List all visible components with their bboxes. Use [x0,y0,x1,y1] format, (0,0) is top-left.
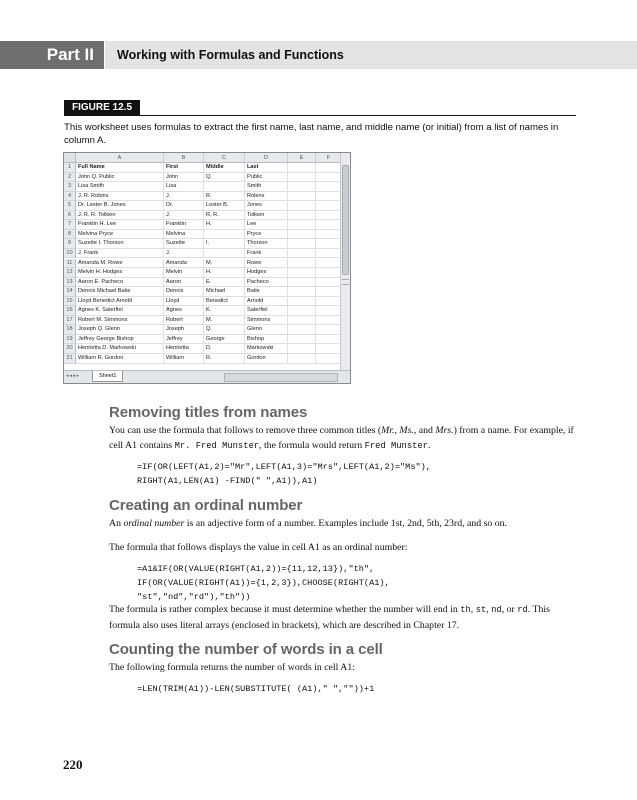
table-cell [316,325,342,335]
table-cell: Lloyd Benedict Arnold [76,297,164,307]
table-cell [316,239,342,249]
table-cell [288,182,316,192]
row-number: 2 [64,173,76,183]
table-cell: Last [245,163,288,173]
row-number: 14 [64,287,76,297]
table-cell [316,354,342,364]
table-cell [288,325,316,335]
section-heading-word-count: Counting the number of words in a cell [109,641,383,658]
table-cell: Robert M. Simmons [76,316,164,326]
table-row [64,249,340,259]
table-cell: First [164,163,204,173]
split-handle [342,279,349,285]
table-cell: M. [204,259,245,269]
column-header: E [288,153,316,163]
table-cell: R. [204,192,245,202]
table-row [64,230,340,240]
figure-caption: This worksheet uses formulas to extract the first name, last name, and middle name (or initial) from a list of names in column A. [64,122,559,146]
spreadsheet-screenshot [63,152,351,384]
table-row [64,182,340,192]
table-cell: Arnold [245,297,288,307]
horizontal-scrollbar [224,373,338,382]
table-row [64,163,340,173]
row-number: 15 [64,297,76,307]
table-cell [316,182,342,192]
section-heading-ordinal: Creating an ordinal number [109,497,303,514]
table-cell: Jeffrey [164,335,204,345]
table-cell: Middle [204,163,245,173]
tab-scroll-arrows-icon: ◂◂▸▸ [66,373,81,379]
table-cell [288,192,316,202]
table-cell: Pacheco [245,278,288,288]
row-number: 11 [64,259,76,269]
table-cell [288,220,316,230]
table-cell [288,335,316,345]
table-cell [316,335,342,345]
ordinal-intro-paragraph: The formula that follows displays the value in cell A1 as an ordinal number: [109,542,408,553]
table-cell [316,297,342,307]
code-ordinal: =A1&IF(OR(VALUE(RIGHT(A1,2))={11,12,13}),"th", IF(OR(VALUE(RIGHT(A1))={1,2,3}),CHOOSE(RIGHT(A1), "st","nd","rd"),"th")) [137,564,390,602]
table-cell [316,344,342,354]
chapter-title: Working with Formulas and Functions [105,41,637,69]
row-number: 16 [64,306,76,316]
table-cell [204,249,245,259]
table-cell: I. [204,239,245,249]
table-row [64,335,340,345]
spreadsheet-grid [64,153,340,371]
table-cell: Q. [204,325,245,335]
table-cell: Frank [245,249,288,259]
table-cell [288,278,316,288]
table-cell: J. [164,211,204,221]
table-cell: William [164,354,204,364]
table-cell: Lloyd [164,297,204,307]
table-row [64,173,340,183]
table-cell: Melvin H. Hodges [76,268,164,278]
table-cell: Amanda M. Rowe [76,259,164,269]
table-cell [288,297,316,307]
table-cell: Dr. [164,201,204,211]
table-cell [316,287,342,297]
table-cell [288,230,316,240]
table-cell [288,306,316,316]
table-cell: Gordon [245,354,288,364]
section-heading-titles: Removing titles from names [109,404,308,421]
table-row [64,268,340,278]
table-cell [316,201,342,211]
table-cell [316,173,342,183]
row-number: 9 [64,239,76,249]
table-cell: Franklin [164,220,204,230]
table-row [64,316,340,326]
table-cell: Jones [245,201,288,211]
column-header: D [245,153,288,163]
table-cell [316,230,342,240]
sheet-tab-bar [64,370,350,383]
table-cell: R. R. [204,211,245,221]
table-cell: H. [204,268,245,278]
table-cell: Aaron [164,278,204,288]
table-cell [288,211,316,221]
table-cell: Dr. Lester B. Jones [76,201,164,211]
ordinal-definition-paragraph: An ordinal number is an adjective form of a number. Examples include 1st, 2nd, 5th, 23rd, and so on. [109,518,507,529]
table-cell: Michael [204,287,245,297]
row-number: 21 [64,354,76,364]
table-cell [288,354,316,364]
row-number: 19 [64,335,76,345]
table-cell: Markowski [245,344,288,354]
table-cell [316,220,342,230]
table-row [64,220,340,230]
table-cell: Melvina [164,230,204,240]
table-cell [288,173,316,183]
table-cell [288,201,316,211]
table-cell: Thorson [245,239,288,249]
table-cell [316,306,342,316]
row-number: 4 [64,192,76,202]
table-row [64,259,340,269]
table-cell: Lee [245,220,288,230]
table-cell: William R. Gordon [76,354,164,364]
table-cell: E. [204,278,245,288]
row-number: 13 [64,278,76,288]
column-header: A [76,153,164,163]
table-cell [288,287,316,297]
row-number: 5 [64,201,76,211]
row-number: 6 [64,211,76,221]
table-cell: Batie [245,287,288,297]
table-cell [288,163,316,173]
table-cell: Dennis Michael Batie [76,287,164,297]
table-cell: Q. [204,173,245,183]
table-cell [316,249,342,259]
table-row [64,354,340,364]
table-row [64,192,340,202]
row-number: 1 [64,163,76,173]
table-cell: John [164,173,204,183]
table-cell: Agnes [164,306,204,316]
table-cell: Suzette [164,239,204,249]
table-row [64,278,340,288]
table-cell [288,268,316,278]
table-cell: Lester B. [204,201,245,211]
table-cell [204,230,245,240]
row-number: 3 [64,182,76,192]
table-cell [288,239,316,249]
table-cell: Robins [245,192,288,202]
table-cell: John Q. Public [76,173,164,183]
table-cell: Full Name [76,163,164,173]
table-cell: Melvin [164,268,204,278]
table-cell: Dennis [164,287,204,297]
table-row [64,201,340,211]
table-cell [288,316,316,326]
table-cell: Suzette I. Thorson [76,239,164,249]
table-cell: Joseph [164,325,204,335]
code-remove-titles: =IF(OR(LEFT(A1,2)="Mr",LEFT(A1,3)="Mrs",LEFT(A1,2)="Ms"), RIGHT(A1,LEN(A1) -FIND(" ",A1)),A1) [137,462,431,486]
table-row [64,287,340,297]
row-number: 10 [64,249,76,259]
table-cell: Melvina Pryce [76,230,164,240]
table-cell: Henrietta [164,344,204,354]
part-label: Part II [0,41,104,69]
table-cell: Benedict [204,297,245,307]
table-row [64,306,340,316]
table-cell: Aaron E. Pacheco [76,278,164,288]
titles-paragraph: You can use the formula that follows to remove three common titles (Mr., Ms., and Mrs.) from a name. For example, if cell A1 contains Mr. Fred Munster, the formula would return Fred Munster. [109,425,574,451]
table-cell: R. [204,354,245,364]
row-number: 18 [64,325,76,335]
figure-rule [64,115,576,116]
ordinal-explanation-paragraph: The formula is rather complex because it must determine whether the number will end in th, st, nd, or rd. This formula also uses literal arrays (enclosed in brackets), which are described in Chapter 17. [109,604,550,631]
table-cell [316,163,342,173]
table-cell: Hodges [245,268,288,278]
table-cell [316,211,342,221]
table-cell: Lisa Smith [76,182,164,192]
scroll-thumb [342,165,349,275]
table-cell: Smith [245,182,288,192]
table-cell [316,192,342,202]
table-row [64,325,340,335]
row-number: 20 [64,344,76,354]
table-cell: M. [204,316,245,326]
table-cell: J. [164,249,204,259]
code-word-count: =LEN(TRIM(A1))-LEN(SUBSTITUTE( (A1)," ",""))+1 [137,684,375,694]
table-cell: Simmons [245,316,288,326]
table-cell: Saterfiel [245,306,288,316]
row-number: 8 [64,230,76,240]
table-cell: J. R. R. Tolkien [76,211,164,221]
row-number: 7 [64,220,76,230]
table-cell [288,259,316,269]
table-cell: Robert [164,316,204,326]
table-cell: D. [204,344,245,354]
table-cell [204,182,245,192]
table-row [64,297,340,307]
table-cell: H. [204,220,245,230]
column-header: B [164,153,204,163]
vertical-scrollbar [340,153,350,371]
row-number: 12 [64,268,76,278]
column-header: F [316,153,342,163]
column-header: C [204,153,245,163]
table-cell: K. [204,306,245,316]
table-cell: Glenn [245,325,288,335]
table-cell [288,344,316,354]
table-cell: Bishop [245,335,288,345]
table-cell [288,249,316,259]
table-cell: Public [245,173,288,183]
figure-label: FIGURE 12.5 [64,100,140,115]
select-all-corner [64,153,76,163]
table-cell [316,316,342,326]
sheet-tab: Sheet1 [92,371,123,382]
table-cell: Agnes K. Saterfiel [76,306,164,316]
table-row [64,344,340,354]
table-cell: Henrietta D. Markowski [76,344,164,354]
table-cell: Pryce [245,230,288,240]
table-cell: Lisa [164,182,204,192]
word-count-paragraph: The following formula returns the number of words in cell A1: [109,662,355,673]
table-cell: Joseph Q. Glenn [76,325,164,335]
table-cell: Tolkien [245,211,288,221]
table-cell: J. Frank [76,249,164,259]
table-cell [316,278,342,288]
table-cell [316,259,342,269]
page-number: 220 [63,757,83,772]
table-cell: Franklin H. Lee [76,220,164,230]
table-row [64,211,340,221]
table-cell: Amanda [164,259,204,269]
table-cell [316,268,342,278]
table-cell: Rowe [245,259,288,269]
row-number: 17 [64,316,76,326]
table-cell: J. [164,192,204,202]
table-cell: J. R. Robins [76,192,164,202]
table-row [64,239,340,249]
table-cell: Jeffrey George Bishop [76,335,164,345]
table-cell: George [204,335,245,345]
